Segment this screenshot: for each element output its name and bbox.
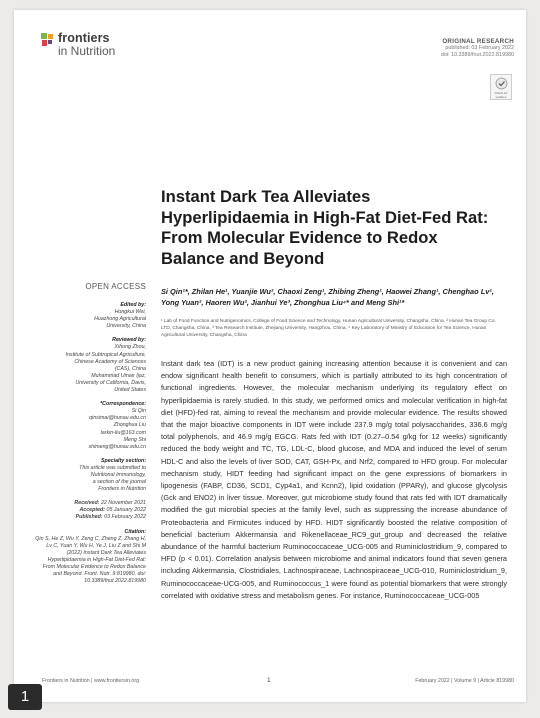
abstract-text: Instant dark tea (IDT) is a new product gaining increasing attention because it is convenient and can endow significant health benefit to consumers, which is partially attributed to its high concentration of functional ingredients. However, the molecular mechanism underlying its regulatory effect on hyperlipidaemia is rarely studied. In this study, we performed omics and molecular verification in high-fat diet (HFD)-fed rat, aiming to reveal the mechanism and provide molecular evidence. The results showed that the major bioactive components in IDT were include 237.9 mg/g total polysaccharides, 336.6 mg/g total polyphenols, and 46.9 mg/g EGCG. Rats fed with IDT (0.27–0.54 g/kg for 12 weeks) significantly reduced the body weight and TC, TG, LDL-C, blood glucose, and MDA and induced the level of serum HDL-C and also the levels of liver SOD, CAT, GSH-Px, and Nrf2, compared to HFD group. For molecular mechanism study, HIDT feeding had significant impact on the gene expressions of biomarkers in lipogenesis (FABP, CD36, SCD1, Cyp4a1, and Kcnn2), lipid oxidation (PPARγ), and glucose glycolysis (Gck and ENO2) in liver tissue. Moreover, gut microbiome study found that rats fed with IDT dramatically modified the gut microbial species at the family level, such as suppressing the increase abundance of Proteobacteria and Firmicutes induced by HFD. HIDT significantly boosted the relative composition of beneficial bacterium Akkermansia and Rikenellaceae_RC9_gut_group and decreased the relative abundance of the harmful bacterium Ruminococcaceae_UCG-005 and Ruminiclostridium_9, compared to HFD (p < 0.01). Correlation analysis between microbiome and animal indicators found that seven genera including Akkermansia, Clostridiales, Lachnospiraceae, Lachnospiraceae_UCG-010, Ruminiclostridium_9, Ruminococcaceae-UCG-005, and Ruminococcus_1 were found as potential biomarkers that were strongly correlated with oxidative stress and metabolism genes. For instance, Ruminococcaceae_UCG-005 bbox=[161, 359, 507, 600]
correspondence-email[interactable]: larkin-liu@163.com bbox=[100, 429, 146, 436]
date-value: 03 February 2022 bbox=[104, 514, 146, 521]
date-label: Published: bbox=[75, 514, 103, 521]
specialty-line: Frontiers in Nutrition bbox=[98, 486, 146, 493]
correspondence-email[interactable]: shimeng@hunau.edu.cn bbox=[88, 443, 146, 450]
date-label: Received: bbox=[74, 500, 100, 507]
footer-journal[interactable]: Frontiers in Nutrition | www.frontiersin.org bbox=[42, 678, 140, 684]
logo-name: frontiers bbox=[58, 31, 110, 45]
published-date: published: 03 February 2022 bbox=[445, 45, 514, 51]
edited-by-heading: Edited by: bbox=[120, 302, 146, 308]
correspondence-email[interactable]: qinsimai@hunau.edu.cn bbox=[89, 415, 146, 422]
date-value: 22 November 2021 bbox=[100, 500, 146, 507]
doi-link[interactable]: doi: 10.3389/fnut.2022.819980 bbox=[440, 52, 514, 58]
specialty-line: a section of the journal bbox=[92, 479, 146, 486]
reviewed-by-heading: Reviewed by: bbox=[112, 337, 146, 344]
reviewer-line: (CAS), China bbox=[114, 365, 146, 372]
open-access-label: OPEN ACCESS bbox=[85, 282, 146, 291]
citation-heading: Citation: bbox=[124, 528, 146, 535]
article-sidebar bbox=[34, 302, 146, 592]
date-accepted bbox=[34, 507, 146, 514]
correspondence-name: Si Qin bbox=[131, 408, 146, 415]
abstract bbox=[161, 358, 507, 602]
date-value: 05 January 2022 bbox=[106, 507, 146, 514]
article-title: Instant Dark Tea Alleviates Hyperlipidaemia in High-Fat Diet-Fed Rat: From Molecular Evidence to Redox Balance and Beyond bbox=[161, 187, 489, 268]
reviewer-line: Chinese Academy of Sciences bbox=[74, 358, 146, 365]
edited-by-line: Hongkui Wei, bbox=[114, 309, 146, 316]
crossmark-line2: updates bbox=[495, 94, 507, 99]
specialty-line: Nutritional Immunology, bbox=[90, 471, 146, 478]
correspondence bbox=[34, 401, 146, 451]
frontiers-mark-icon bbox=[40, 32, 56, 48]
specialty-line: This article was submitted to bbox=[79, 464, 146, 471]
edited-by bbox=[34, 302, 146, 330]
reviewed-by bbox=[34, 337, 146, 394]
correspondence-heading: *Correspondence: bbox=[100, 401, 146, 408]
reviewer-line: United States bbox=[114, 387, 146, 394]
viewer-page-indicator[interactable]: 1 bbox=[8, 684, 42, 710]
reviewer-line: Xihong Zhou, bbox=[114, 344, 146, 351]
logo-journal: in Nutrition bbox=[58, 44, 116, 58]
footer-page-number: 1 bbox=[267, 677, 271, 684]
correspondence-name: Zhonghua Liu bbox=[113, 422, 146, 429]
check-for-updates-badge[interactable] bbox=[490, 74, 512, 100]
footer-issue: February 2022 | Volume 9 | Article 819980 bbox=[415, 678, 514, 684]
citation bbox=[34, 529, 146, 586]
article-type: ORIGINAL RESEARCH bbox=[442, 38, 514, 45]
specialty-section bbox=[34, 458, 146, 493]
paper-page bbox=[14, 10, 526, 702]
affiliations: ¹ Lab of Food Function and Nutrigenomics, College of Food Science and Technology, Hunan Agricultural University, Changsha, China, ² Hunan Tea Group Co. LTD, Changsha, China, ³ Tea Research Institute, Zhejiang University, Hangzhou, China, ⁴ Key Laboratory of Ministry of Education for Tea Science, Hunan Agricultural University, Changsha, China bbox=[161, 319, 496, 339]
correspondence-name: Meng Shi bbox=[123, 436, 146, 443]
reviewer-line: University of California, Davis, bbox=[75, 379, 146, 386]
article-meta bbox=[441, 38, 514, 59]
author-list: Si Qin¹*, Zhilan He¹, Yuanjie Wu², Chaoxi Zeng¹, Zhibing Zheng¹, Haowei Zhang¹, Chenghao Lv¹, Yong Yuan², Haoren Wu², Jianhui Ye³, Zhonghua Liu⁴* and Meng Shi¹* bbox=[161, 287, 494, 308]
frontiers-logo[interactable] bbox=[40, 31, 150, 71]
date-label: Accepted: bbox=[79, 507, 106, 514]
edited-by-line: University, China bbox=[106, 323, 146, 330]
reviewer-line: Muhammad Umair Ijaz, bbox=[91, 372, 146, 379]
crossmark-icon bbox=[495, 77, 508, 90]
date-published bbox=[34, 514, 146, 521]
citation-text: Qin S, He Z, Wu Y, Zeng C, Zheng Z, Zhang H, Lv C, Yuan Y, Wu H, Ye J, Liu Z and Shi M (2022) Instant Dark Tea Alleviates Hyperlipidaemia in High-Fat Diet-Fed Rat: From Molecular Evidence to Redox Balance and Beyond. Front. Nutr. 9:819980. doi: 10.3389/fnut.2022.819980 bbox=[35, 535, 146, 585]
crossmark-line1: Check for bbox=[494, 91, 508, 95]
edited-by-line: Huazhong Agricultural bbox=[94, 316, 146, 323]
crossmark-label bbox=[491, 92, 511, 99]
date-received bbox=[34, 500, 146, 507]
specialty-heading: Specialty section: bbox=[100, 457, 146, 464]
reviewer-line: Institute of Subtropical Agriculture, bbox=[65, 351, 146, 358]
article-dates bbox=[34, 500, 146, 521]
